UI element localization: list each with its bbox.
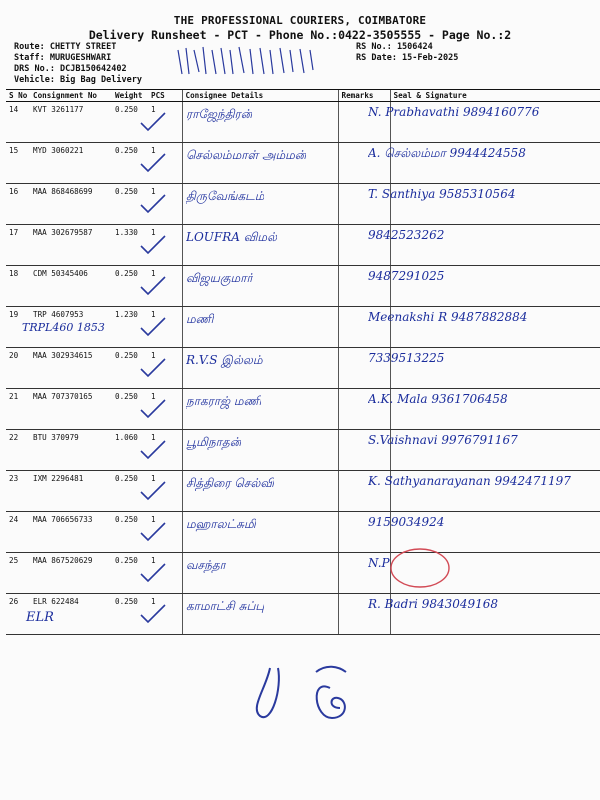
- cell-sno: 15: [6, 143, 30, 184]
- cell-consignment: IXM 2296481: [30, 471, 112, 512]
- cell-consignment: ELR 622484: [30, 594, 112, 635]
- seal-signature-handwriting: S.Vaishnavi 9976791167: [368, 433, 518, 447]
- drs-number-line: DRS No.: DCJB150642402: [14, 64, 127, 74]
- col-header-consignment: Consignment No: [30, 90, 112, 102]
- cell-weight: 0.250: [112, 512, 148, 553]
- cell-weight: 0.250: [112, 553, 148, 594]
- cell-seal: [390, 471, 600, 512]
- cell-sno: 16: [6, 184, 30, 225]
- vehicle-line: Vehicle: Big Bag Delivery: [14, 75, 142, 85]
- cell-remarks: [338, 143, 390, 184]
- cell-consignee: [182, 594, 338, 635]
- cell-sno: 23: [6, 471, 30, 512]
- cell-remarks: [338, 594, 390, 635]
- cell-consignee: [182, 143, 338, 184]
- cell-weight: 0.250: [112, 348, 148, 389]
- seal-signature-handwriting: N. Prabhavathi 9894160776: [368, 105, 540, 119]
- cell-seal: [390, 225, 600, 266]
- row26-margin-note: ELR: [26, 610, 54, 625]
- cell-consignment: MAA 302679587: [30, 225, 112, 266]
- table-header-row: [6, 90, 600, 102]
- table-row: [6, 143, 600, 184]
- cell-consignment: MAA 868468699: [30, 184, 112, 225]
- cell-remarks: [338, 307, 390, 348]
- seal-signature-handwriting: 9842523262: [368, 228, 445, 242]
- cell-pcs: 1: [148, 225, 182, 266]
- cell-consignee: [182, 225, 338, 266]
- consignee-handwriting: திருவேங்கடம்: [186, 189, 265, 203]
- table-row: [6, 102, 600, 143]
- cell-remarks: [338, 225, 390, 266]
- cell-consignment: MAA 302934615: [30, 348, 112, 389]
- cell-remarks: [338, 471, 390, 512]
- cell-weight: 1.230: [112, 307, 148, 348]
- cell-sno: 18: [6, 266, 30, 307]
- cell-seal: [390, 184, 600, 225]
- rs-number-line: RS No.: 1506424: [356, 42, 433, 52]
- table-row: [6, 471, 600, 512]
- consignee-handwriting: வசந்தா: [186, 558, 226, 572]
- cell-pcs: 1: [148, 266, 182, 307]
- col-header-remarks: Remarks: [338, 90, 390, 102]
- seal-signature-handwriting: N.P: [368, 556, 390, 570]
- cell-sno: 14: [6, 102, 30, 143]
- row19-margin-note: TRPL460 1853: [22, 321, 105, 334]
- cell-remarks: [338, 553, 390, 594]
- cell-seal: [390, 348, 600, 389]
- consignee-handwriting: ராஜேந்திரன்: [186, 107, 253, 121]
- consignee-handwriting: பூமிநாதன்: [186, 435, 242, 449]
- rs-date-line: RS Date: 15-Feb-2025: [356, 53, 459, 63]
- cell-remarks: [338, 266, 390, 307]
- cell-weight: 0.250: [112, 389, 148, 430]
- cell-sno: 24: [6, 512, 30, 553]
- seal-signature-handwriting: R. Badri 9843049168: [368, 597, 499, 611]
- table-row: [6, 430, 600, 471]
- cell-weight: 0.250: [112, 143, 148, 184]
- consignee-handwriting: R.V.S இல்லம்: [186, 353, 263, 367]
- cell-consignee: [182, 389, 338, 430]
- seal-signature-handwriting: 9159034924: [368, 515, 445, 529]
- cell-consignee: [182, 348, 338, 389]
- consignee-handwriting: மஹாலட்சுமி: [186, 517, 256, 531]
- cell-sno: 19: [6, 307, 30, 348]
- seal-signature-handwriting: A. செல்லம்மா 9944424558: [368, 146, 526, 160]
- runsheet-table: [6, 89, 600, 635]
- runsheet-meta-left: [14, 42, 142, 86]
- table-row: [6, 225, 600, 266]
- cell-consignment: KVT 3261177: [30, 102, 112, 143]
- seal-signature-handwriting: A.K. Mala 9361706458: [368, 392, 508, 406]
- cell-consignee: [182, 430, 338, 471]
- cell-weight: 0.250: [112, 102, 148, 143]
- cell-consignee: [182, 184, 338, 225]
- cell-consignment: BTU 370979: [30, 430, 112, 471]
- cell-pcs: 1: [148, 553, 182, 594]
- table-row: [6, 553, 600, 594]
- col-header-pcs: PCS: [148, 90, 182, 102]
- col-header-seal: Seal & Signature: [390, 90, 600, 102]
- cell-consignment: TRP 4607953: [30, 307, 112, 348]
- cell-sno: 21: [6, 389, 30, 430]
- table-row: [6, 184, 600, 225]
- table-row: [6, 389, 600, 430]
- seal-signature-handwriting: Meenakshi R 9487882884: [368, 310, 528, 324]
- cell-weight: 1.060: [112, 430, 148, 471]
- consignee-handwriting: விஜயகுமார்: [186, 271, 253, 285]
- cell-consignment: MAA 706656733: [30, 512, 112, 553]
- runsheet-title: Delivery Runsheet - PCT - Phone No.:0422-3505555 - Page No.:2: [88, 28, 512, 42]
- consignee-handwriting: நாகராஜ் மணி: [186, 394, 262, 408]
- cell-seal: [390, 143, 600, 184]
- table-row: [6, 307, 600, 348]
- cell-seal: [390, 553, 600, 594]
- cell-seal: [390, 430, 600, 471]
- cell-consignment: MYD 3060221: [30, 143, 112, 184]
- staff-line: Staff: MURUGESHWARI: [14, 53, 112, 63]
- seal-signature-handwriting: 9487291025: [368, 269, 445, 283]
- cell-consignment: MAA 867520629: [30, 553, 112, 594]
- cell-pcs: 1: [148, 430, 182, 471]
- cell-pcs: 1: [148, 512, 182, 553]
- runsheet-meta-right: [356, 42, 458, 64]
- cell-pcs: 1: [148, 594, 182, 635]
- consignee-handwriting: சித்திரை செல்வி: [186, 476, 275, 490]
- table-row: [6, 348, 600, 389]
- cell-remarks: [338, 430, 390, 471]
- cell-pcs: 1: [148, 102, 182, 143]
- cell-remarks: [338, 389, 390, 430]
- bottom-signature-scribble: [230, 648, 380, 738]
- cell-seal: [390, 389, 600, 430]
- cell-consignee: [182, 512, 338, 553]
- route-line: Route: CHETTY STREET: [14, 42, 117, 52]
- cell-sno: 20: [6, 348, 30, 389]
- cell-pcs: 1: [148, 143, 182, 184]
- cell-consignment: CDM 50345406: [30, 266, 112, 307]
- col-header-weight: Weight: [112, 90, 148, 102]
- cell-pcs: 1: [148, 184, 182, 225]
- cell-remarks: [338, 184, 390, 225]
- cell-pcs: 1: [148, 389, 182, 430]
- consignee-handwriting: LOUFRA விமல்: [186, 230, 278, 244]
- cell-seal: [390, 307, 600, 348]
- consignee-handwriting: காமாட்சி சுப்பு: [186, 599, 265, 613]
- seal-signature-handwriting: 7339513225: [368, 351, 445, 365]
- cell-pcs: 1: [148, 471, 182, 512]
- cell-weight: 0.250: [112, 471, 148, 512]
- cell-seal: [390, 266, 600, 307]
- table-row: [6, 512, 600, 553]
- cell-sno: 26: [6, 594, 30, 635]
- cell-consignee: [182, 307, 338, 348]
- table-row: [6, 266, 600, 307]
- cell-consignee: [182, 102, 338, 143]
- cell-weight: 0.250: [112, 266, 148, 307]
- cell-remarks: [338, 102, 390, 143]
- barcode-scribble-mark: [168, 44, 328, 78]
- col-header-consignee: Consignee Details: [182, 90, 338, 102]
- cell-remarks: [338, 348, 390, 389]
- cell-seal: [390, 102, 600, 143]
- cell-remarks: [338, 512, 390, 553]
- cell-consignee: [182, 266, 338, 307]
- cell-weight: 1.330: [112, 225, 148, 266]
- cell-seal: [390, 512, 600, 553]
- cell-weight: 0.250: [112, 184, 148, 225]
- seal-signature-handwriting: T. Santhiya 9585310564: [368, 187, 516, 201]
- col-header-sno: S No: [6, 90, 30, 102]
- cell-pcs: 1: [148, 348, 182, 389]
- cell-sno: 17: [6, 225, 30, 266]
- cell-consignment: MAA 707370165: [30, 389, 112, 430]
- seal-signature-handwriting: K. Sathyanarayanan 9942471197: [368, 474, 571, 488]
- cell-sno: 25: [6, 553, 30, 594]
- consignee-handwriting: மணி: [186, 312, 214, 326]
- cell-consignee: [182, 471, 338, 512]
- table-row: [6, 594, 600, 635]
- cell-sno: 22: [6, 430, 30, 471]
- company-name: THE PROFESSIONAL COURIERS, COIMBATORE: [173, 14, 427, 27]
- cell-consignee: [182, 553, 338, 594]
- consignee-handwriting: செல்லம்மாள் அம்மன்: [186, 148, 307, 162]
- cell-weight: 0.250: [112, 594, 148, 635]
- cell-seal: [390, 594, 600, 635]
- cell-pcs: 1: [148, 307, 182, 348]
